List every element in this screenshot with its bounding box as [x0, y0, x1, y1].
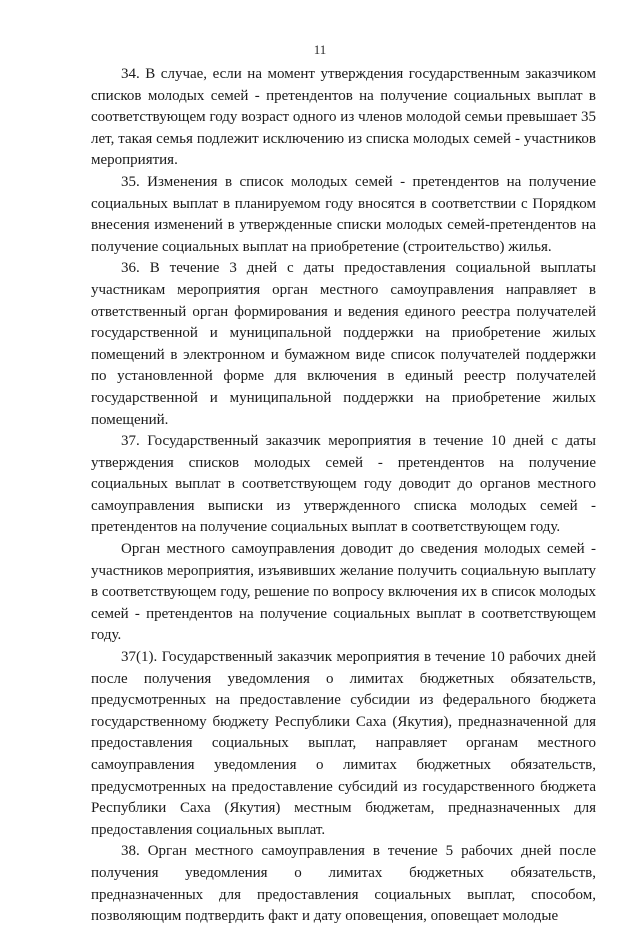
paragraph-37-1: 37(1). Государственный заказчик мероприятия в течение 10 рабочих дней после получения уведомления о лимитах бюджетных обязательств, предусмотренных на предоставление субсидии из федерального бюджета государственному бюджету Республики Саха (Якутия), предназначенной для предоставления социальных выплат, направляет органам местного самоуправления уведомления о лимитах бюджетных обязательств, предусмотренных на предоставление субсидий из государственного бюджета Республики Саха (Якутия) местным бюджетам, предназначенных для предоставления социальных выплат.	[91, 649, 596, 838]
paragraph-35: 35. Изменения в список молодых семей - претендентов на получение социальных выплат в планируемом году вносятся в соответствии с Порядком внесения изменений в утвержденные списки молодых семей-претендентов на получение социальных выплат на приобретение (строительство) жилья.	[91, 173, 596, 255]
paragraph-37-continued: Орган местного самоуправления доводит до сведения молодых семей - участников мероприятия, изъявивших желание получить социальную выплату в соответствующем году, решение по вопросу включения их в список молодых семей - претендентов на получение социальных выплат в соответствующем году.	[91, 541, 596, 644]
paragraph-38: 38. Орган местного самоуправления в течение 5 рабочих дней после получения уведомления о лимитах бюджетных обязательств, предназначенных для предоставления социальных выплат, способом, позволяющим подтвердить факт и дату оповещения, оповещает молодые	[91, 843, 596, 925]
document-body	[91, 64, 596, 928]
paragraph-37: 37. Государственный заказчик мероприятия в течение 10 дней с даты утверждения списков молодых семей - претендентов на получение социальных выплат в соответствующем году доводит до органов местного самоуправления выписки из утвержденного списка молодых семей - претендентов на получение социальных выплат в соответствующем году.	[91, 433, 596, 536]
paragraph-34: 34. В случае, если на момент утверждения государственным заказчиком списков молодых семей - претендентов на получение социальных выплат в соответствующем году возраст одного из членов молодой семьи превышает 35 лет, такая семья подлежит исключению из списка молодых семей - участников мероприятия.	[91, 66, 596, 169]
page-number: 11	[313, 42, 327, 57]
paragraph-36: 36. В течение 3 дней с даты предоставления социальной выплаты участникам мероприятия орган местного самоуправления направляет в ответственный орган формирования и ведения единого реестра получателей государственной и муниципальной поддержки на приобретение жилых помещений в электронном и бумажном виде список получателей поддержки по установленной форме для включения в единый реестр получателей государственной и муниципальной поддержки на приобретение жилых помещений.	[91, 260, 596, 428]
